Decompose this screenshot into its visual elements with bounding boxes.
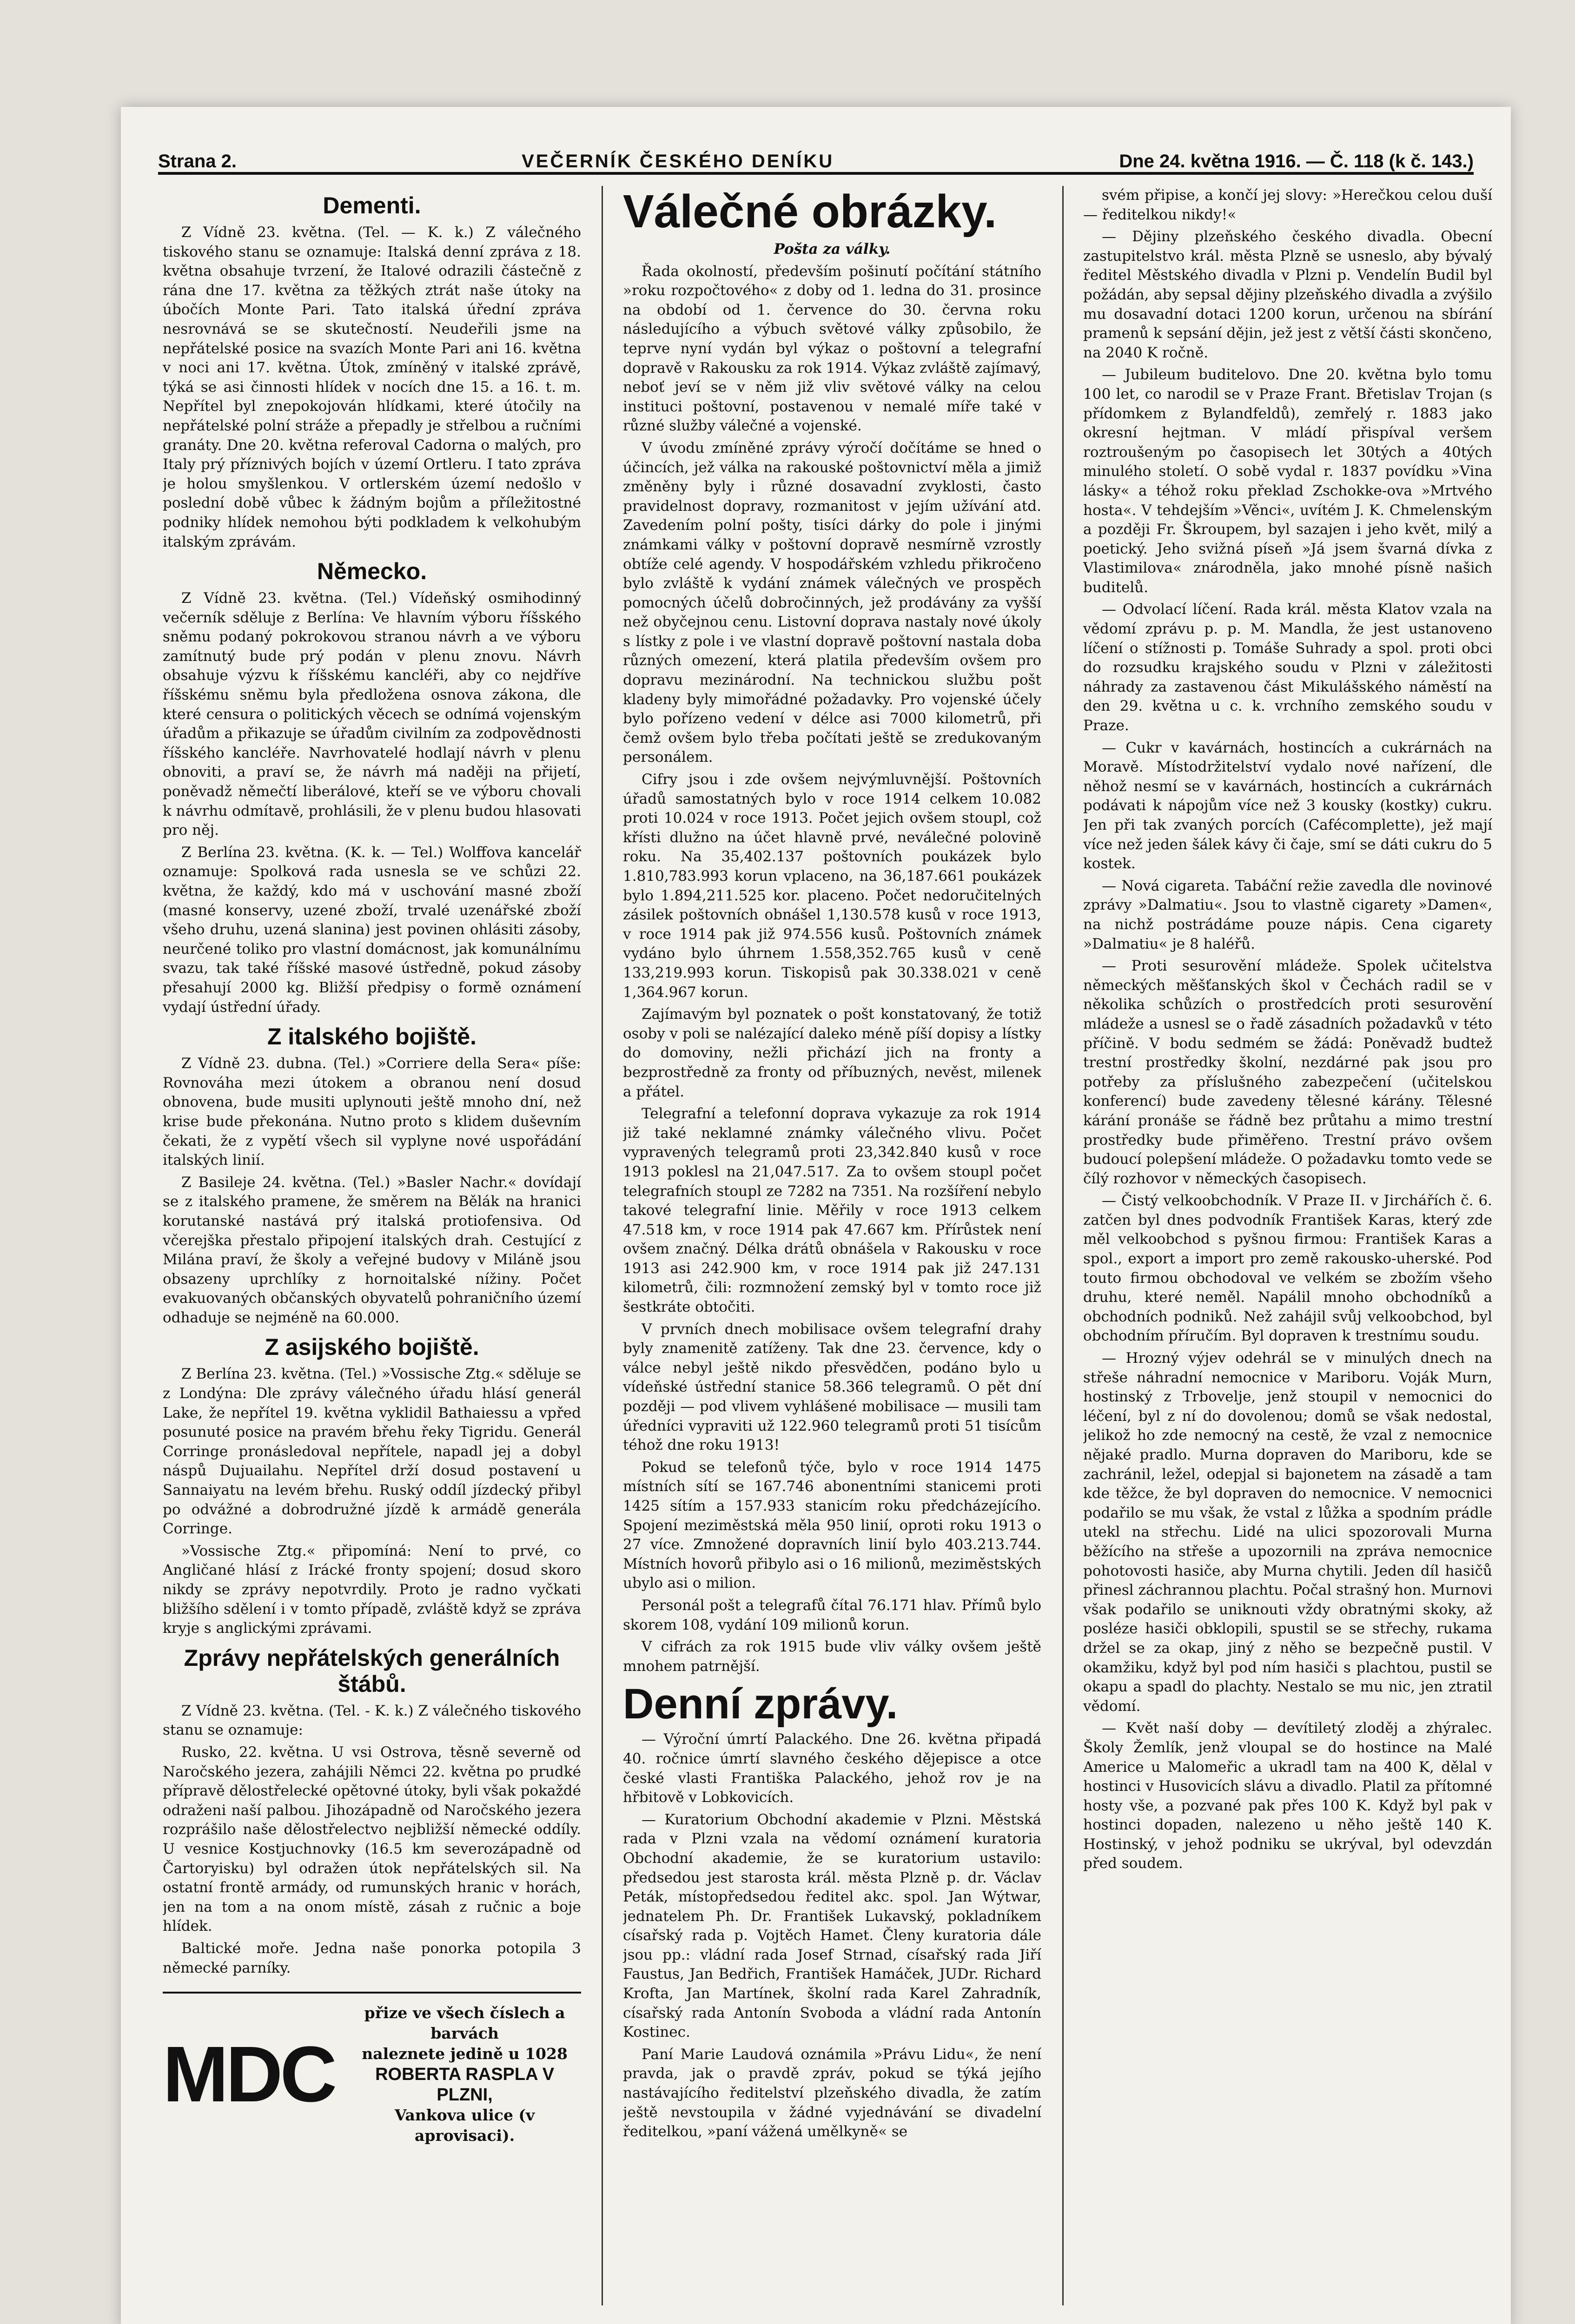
advertisement xyxy=(163,1992,581,2146)
article-text: Z Basileje 24. května. (Tel.) »Basler Nachr.« dovídají se z italského pramene, že směrem na Bělák na hranici korutanské nastává prý italská protiofensiva. Od včerejška přestalo připojení italských drah. Cestující z Milána praví, že školy a veřejné budovy v Miláně jsou obsazeny uprchlíky z hornoitalské nížiny. Počet evakuovaných občanských obyvatelů pohraničního území odhaduje se nejméně na 60.000. xyxy=(163,1174,581,1326)
newspaper-title: VEČERNÍK ČESKÉHO DENÍKU xyxy=(522,151,834,172)
article-text: »Vossische Ztg.« připomíná: Není to prvé, co Angličané hlásí z Irácké fronty spojení; dosud skoro nikdy se zprávy nepotvrdily. Proto je radno vyčkati bližšího sdělení i v tomto případě, zvláště když se zpráva kryje s anglickými zprávami. xyxy=(163,1542,581,1637)
article-text: — Jubileum buditelovo. Dne 20. května bylo tomu 100 let, co narodil se v Praze Frant. Břetislav Trojan (s přídomkem z Bylandfeldů), zemřelý r. 1883 jako okresní hejtman. V mládí přispíval veršem roztroušeným po časopisech let 30tých a 40tých minulého století. O sobě vydal r. 1837 povídku »Vina lásky« a téhož roku překlad Zschokke-ova »Mrtvého hosta«. V tehdejším »Věnci«, uvítém J. K. Chmelenským a později Fr. Škroupem, byl sazajen i jeho květ, milý a poetický. Jeho svižná píseň »Já jsem švarná dívka z Vlastimilova« znárodněla, jako mnohé písně našich buditelů. xyxy=(1083,366,1492,596)
article-text: Z Vídně 23. května. (Tel. — K. k.) Z válečného tiskového stanu se oznamuje: Italská denní zpráva z 18. května obsahuje tvrzení, že Italové odrazili částečně z rána dne 17. května za těžkých ztrát naše útoky na úbočích Monte Pari. Tato italská úřední zpráva nesrovnává se se skutečností. Neudeřili jsme na nepřátelské posice na svazích Monte Pari ani 16. května v noci ani 17. května. Útok, zmíněný v italské zprávě, týká se asi činnosti hlídek v nocích dne 15. a 16. t. m. Nepřítel byl znepokojován hlídkami, které útočily na nepřátelské polní stráže a přepadly je střelbou a ručními granáty. Dne 20. května referoval Cadorna o malých, pro Italy prý příznivých bojích v území Ortleru. I tato zpráva je holou smyšlenkou. V ortlerském území nedošlo v poslední době vůbec k žádným bojům a příležitostné podniky hlídek nemohou býti podkladem k velkohubým italským zprávám. xyxy=(163,224,581,550)
article-text: Z Berlína 23. května. (K. k. — Tel.) Wolffova kancelář oznamuje: Spolková rada usnesla se ve schůzi 22. května, že každý, kdo má v uschování masné zboží (masné konservy, uzené zboží, trvalé uzenářské zboží všeho druhu, uzená slanina) jest povinen ohlásiti zásoby, neurčené toliko pro vlastní domácnost, jak komunálnímu svazu, tak také říšské masové ústředně, pokud zásoby přesahují 2000 kg. Bližší předpisy o formě oznámení vydají ústřední úřady. xyxy=(163,844,581,1016)
ad-logo: MDC xyxy=(163,2030,335,2119)
column-divider xyxy=(602,186,603,2305)
article-text: Paní Marie Laudová oznámila »Právu Lidu«, že není pravda, jak o pravdě zpráv, pokud se týká jejího nastávajícího ředitelství plzeňského divadla, že zatím ještě nevstoupila v žádné vyjednávání se divadelní ředitelkou, »paní vážená umělkyně« se xyxy=(623,2046,1041,2140)
article-text: Baltické moře. Jedna naše ponorka potopila 3 německé parníky. xyxy=(163,1940,581,1976)
ad-line: naleznete jedině u 1028 xyxy=(362,2045,568,2063)
article-text: — Odvolací líčení. Rada král. města Klatov vzala na vědomí zprávu p. p. M. Mandla, že jest ustanoveno líčení o stížnosti p. Tomáše Suhrady a spol. proti obci do rozsudku krajského soudu v Plzni v záležitosti náhrady za zastavenou část Mikulášského náměstí na den 29. května u c. k. vrchního zemského soudu v Praze. xyxy=(1083,601,1492,734)
newspaper-page xyxy=(121,107,1511,2324)
article-text: — Cukr v kavárnách, hostincích a cukrárnách na Moravě. Místodržitelství vydalo nové nařízení, dle něhož nesmí se v kavárnách, hostincích a cukrárnách podávati k nápojům více než 3 kousky (kostky) cukru. Jen při tak zvaných porcích (Cafécomplette), jež mají více než jeden šálek kávy či čaje, smí se dáti cukru do 5 kostek. xyxy=(1083,739,1492,872)
article-text: — Čistý velkoobchodník. V Praze II. v Jirchářích č. 6. zatčen byl dnes podvodník František Karas, který zde měl velkoobchod s pyšnou firmou: František Karas a spol., export a import pro země rakousko-uherské. Pod touto firmou obchodoval ve velkém se zbožím všeho druhu, které neměl. Napálil mnoho obchodníků a obchodních podniků. Než zahájil svůj velkoobchod, byl obchodním příručím. Byl dopraven k trestnímu soudu. xyxy=(1083,1192,1492,1345)
article-text: V prvních dnech mobilisace ovšem telegrafní drahy byly znamenitě zatíženy. Tak dne 23. července, kdy o válce nebyl ještě nikdo přesvědčen, podáno bylo u vídeňské ústřední stanice 58.366 telegramů. O pět dní později — pod vlivem vyhlášené mobilisace — musili tam úředníci vypraviti už 122.960 telegramů proti 51 tisícům téhož dne roku 1913! xyxy=(623,1320,1041,1454)
article-text: Zajímavým byl poznatek o pošt konstatovaný, že totiž osoby v poli se nalézající daleko méně píší dopisy a lístky do domoviny, nežli přichází jich na fronty a bezprostředně za fronty od příbuzných, nevěst, milenek a přátel. xyxy=(623,1006,1041,1100)
column-3 xyxy=(1083,186,1492,2305)
section-title-ital: Z italského bojiště. xyxy=(267,1023,477,1050)
section-title-asij: Z asijského bojiště. xyxy=(265,1334,479,1360)
section-title-denni: Denní zprávy. xyxy=(623,1680,898,1728)
article-text: svém připise, a končí jej slovy: »Herečkou celou duší — ředitelkou nikdy!« xyxy=(1083,187,1492,223)
article-text: — Výroční úmrtí Palackého. Dne 26. května připadá 40. ročnice úmrtí slavného českého dějepisce a otce české vlasti Františka Palackého, jehož rov je na hřbitově v Lobkovicích. xyxy=(623,1731,1041,1806)
column-1 xyxy=(163,186,581,2305)
page-number: Strana 2. xyxy=(158,151,237,172)
issue-date: Dne 24. května 1916. — Č. 118 (k č. 143.) xyxy=(1119,151,1474,172)
article-text: Z Vídně 23. května. (Tel.) Vídeňský osmihodinný večerník sděluje z Berlína: Ve hlavním výboru říšského sněmu podaný pokrokovou stranou návrh a ve výboru zamítnutý bude prý podán v plenu znovu. Návrh obsahuje výzvu k říšskému kancléři, aby co nejdříve říšskému sněmu byla předložena osnova zákona, dle které censura o politických věcech se odnímá vojenským úřadům a přikazuje se úřadům civilním za zodpovědnosti říšského kancléře. Navrhovatelé hodlají návrh v plenu obnoviti, a praví se, že návrh má naději na přijetí, poněvadž němečtí liberálové, kteří se ve výboru chovali k návrhu odmítavě, prohlásili, že v plenu budou hlasovati pro něj. xyxy=(163,590,581,839)
article-text: — Kuratorium Obchodní akademie v Plzni. Městská rada v Plzni vzala na vědomí oznámení kuratoria Obchodní akademie, že se kuratorium ustavilo: předsedou jest starosta král. města Plzně p. dr. Václav Peták, místopředsedou ředitel akc. spol. Jan Wýtwar, jednatelem Ph. Dr. František Lukavský, pokladníkem císařský rada p. Vojtěch Hamet. Členy kuratoria dále jsou pp.: vládní rada Josef Strnad, císařský rada Jiří Faustus, Jan Bedřich, František Hamáček, JUDr. Richard Krofta, Jan Martínek, školní rada Karel Zahradník, císařský rada Antonín Svoboda a vládní rada Antonín Kostinec. xyxy=(623,1811,1041,2041)
column-2 xyxy=(623,186,1041,2305)
article-text: — Hrozný výjev odehrál se v minulých dnech na střeše náhradní nemocnice v Mariboru. Voják Murn, hostinský z Trbovelje, jenž stoupil v nemocnici do léčení, byl z ní do dovolenou; domů se však nedostal, jelikož ho zde nemocný na cestě, že vzal z nemocnice nějaké pradlo. Murna dopraven do Mariboru, kde se zachránil, ležel, odepjal si bajonetem na zásadě a tam kde těžce, že byl dopraven do nemocnice. V nemocnici podařilo se mu však, že vstal z lůžka a spodním prádle utekl na střechu. Lidé na ulici spozorovali Murna běžícího na střeše a upozornili na zpráva nemocnice pohotovosti hasiče, aby Murna chytili. Jeden díl hasičů přinesl záchrannou plachtu. Počal strašný hon. Murnovi však podařilo se uniknouti vždy obratnými skoky, až posléze hasiči obklopili, spustil se se střechy, rukama držel se za okap, jiný z něho se bezpečně pustil. V okamžiku, když byl pod ním hasiči s plachtou, pustil se okapu a spadl do plachty. Nestalo se mu nic, jen ztratil vědomí. xyxy=(1083,1350,1492,1715)
section-title-dementi: Dementi. xyxy=(323,192,421,218)
section-title-nemecko: Německo. xyxy=(317,558,427,585)
article-text: Z Vídně 23. května. (Tel. - K. k.) Z válečného tiskového stanu se oznamuje: xyxy=(163,1702,581,1739)
article-text: Pokud se telefonů týče, bylo v roce 1914 1475 místních sítí se 167.746 abonentními stanicemi proti 1425 sítím a 157.933 stanicím roku předcházejícího. Spojení meziměstská měla 950 linií, oproti roku 1913 o 27 více. Zmnožené dopravních linií bylo 403.213.744. Místních hovorů přibylo asi o 16 milionů, meziměstských ubylo asi o milion. xyxy=(623,1459,1041,1592)
section-title-obrazky: Válečné obrázky. xyxy=(623,186,997,238)
ad-line: ROBERTA RASPLA V PLZNI, xyxy=(375,2065,555,2105)
ad-line: přize ve všech číslech a barvách xyxy=(364,2004,565,2043)
article-text: V cifrách za rok 1915 bude vliv války ovšem ještě mnohem patrnější. xyxy=(623,1638,1041,1675)
article-text: Řada okolností, především pošinutí počítání státního »roku rozpočtového« z doby od 1. ledna do 31. prosince na období od 1. července do 30. června roku následujícího a výbuch světové války způsobilo, že teprve nyní vydán byl výkaz o poštovní a telegrafní dopravě v Rakousku za rok 1914. Výkaz zvláště zajímavý, neboť jeví se v něm již vliv světové války na celou instituci poštovní, postavenou v nemalé míře také v různé služby válečné a vojenské. xyxy=(623,263,1041,435)
article-text: Cifry jsou i zde ovšem nejvýmluvnější. Poštovních úřadů samostatných bylo v roce 1914 celkem 10.082 proti 10.024 v roce 1913. Počet jejich ovšem stoupl, což křísti dlužno na účet hlavně prvé, neválečné polovině roku. Na 35,402.137 poštovních poukázek bylo 1.810,783.993 korun vplaceno, na 36,187.661 poukázek bylo 1.894,211.525 kor. placeno. Počet nedoručitelných zásilek poštovních obnášel 1,130.578 kusů v roce 1913, v roce 1914 pak již 974.556 kusů. Poštovních známek vydáno bylo úhrnem 1.558,352.765 kusů v ceně 133,219.993 korun. Tiskopisů pak 30.338.021 v ceně 1,364.967 korun. xyxy=(623,771,1041,1001)
article-text: — Proti sesurovění mládeže. Spolek učitelstva německých měšťanských škol v Čechách radil se v několika schůzích o prostředcích proti sesurovění mládeže a usnesl se o řadě zásadních požadavků v této příčině. V bodu sedmém se žádá: Poněvadž budtež trestní prostředky školní, nezdárné pak jsou pro potřeby za příslušného zabezpečení (učitelskou konferencí) bude zavedeny tělesné kárány. Tělesné kárání pronáše se řádně bez průtahu a mimo trestní prostředky bude přiměřeno. Trestní právo ovšem budoucí polepšení mládeže. O požadavku tomto vede se čílý rozhovor v německých časopisech. xyxy=(1083,957,1492,1187)
page-header xyxy=(158,135,1474,175)
ad-text xyxy=(348,2003,581,2146)
article-text: Rusko, 22. května. U vsi Ostrova, těsně severně od Naročského jezera, zahájili Němci 22. května po prudké přípravě dělostřelecké opětovné útoky, byli však pokaždé odraženi naší palbou. Jihozápadně od Naročského jezera rozprášilo naše dělostřelectvo nejbližší německé oddíly. U vesnice Kostjuchnovky (16.5 km severozápadně od Čartoryisku) byl odražen útok nepřátelských sil. Na ostatní frontě armády, od rumunských hranic v horách, jen na tom a na onom místě, zásah z ručnic a boje hlídek. xyxy=(163,1743,581,1935)
article-text: Personál pošt a telegrafů čítal 76.171 hlav. Přímů bylo skorem 108, vydání 109 milionů korun. xyxy=(623,1597,1041,1633)
article-text: Z Berlína 23. května. (Tel.) »Vossische Ztg.« sděluje se z Londýna: Dle zprávy válečného úřadu hlásí generál Lake, že nepřítel 19. května vyklidil Bathaiessu a vpřed posunuté posice na pravém břehu řeky Tigridu. Generál Corringe pronásledoval nepřítele, napadl jej a dobyl náspů Dujuailahu. Nepřítel drží dosud postavení u Sannaiyatu na levém břehu. Ruský oddíl jízdecký přibyl po odvážné a dobrodružné jízdě k armádě generála Corringe. xyxy=(163,1366,581,1538)
article-text: — Nová cigareta. Tabáční režie zavedla dle novinové zprávy »Dalmatiu«. Jsou to vlastně cigarety »Damen«, na nichž postrádáme pouze nápis. Cena cigarety »Dalmatiu« je 8 haléřů. xyxy=(1083,877,1492,952)
article-text: V úvodu zmíněné zprávy výročí dočítáme se hned o účincích, jež válka na rakouské poštovnictví měla a jimiž změněny byly i různé dosavadní zvyklosti, často pravidelnost dopravy, rozmanitost v jejím užívání atd. Zavedením polní pošty, tisíci dárky do pole i jinými známkami války v poštovní dopravě nesmírně vzrostly obtíže celé agendy. V hospodářském vzhledu přikročeno bylo zvláště k vydání známek válečných ve prospěch pomocných účelů dobročinných, jež prodávány za vyšší než obyčejnou cenu. Listovní doprava nastaly nové úkoly s lístky z pole i ve vlastní dopravě poštovní nastala doba různých omezení, která platila především ovšem pro dopravu mezinárodní. Na technickou službu pošt kladeny byly mimořádné požadavky. Pro vojenské účely bylo pořízeno vedení v délce asi 7000 kilometrů, při čemž ovšem bylo třeba počítati ještě se zredukovaným personálem. xyxy=(623,439,1041,766)
article-text: — Květ naší doby — devítiletý zloděj a zhýralec. Školy Žemlík, jenž vloupal se do hostince na Malé Americe u Malomeřic a ukradl tam na 400 K, dělal v hostinci v Husovicích slávu a divadlo. Platil za přítomné hosty vše, a pozvané pak přes 100 K. Když byl pak v hostinci dopaden, nalezeno u něho ještě 140 K. Hostinský, v jehož podniku se ukrýval, byl odevzdán před soudem. xyxy=(1083,1720,1492,1872)
article-text: — Dějiny plzeňského českého divadla. Obecní zastupitelstvo král. města Plzně se usneslo, aby bývalý ředitel Městského divadla v Plzni p. Vendelín Budil byl požádán, aby sepsal dějiny plzeňského divadla a zvýšilo mu dosavadní dotaci 1200 korun, určenou na sbírání pramenů k sepsání dějin, jež jest z větší části skončeno, na 2040 K ročně. xyxy=(1083,228,1492,361)
article-subtitle: Pošta za války. xyxy=(774,241,891,257)
section-title-staby: Zprávy nepřátelských generálních štábů. xyxy=(184,1644,560,1697)
column-divider xyxy=(1062,186,1064,2305)
article-text: Telegrafní a telefonní doprava vykazuje za rok 1914 již také neklamné známky válečného vlivu. Počet vypravených telegramů proti 23,342.840 kusů v roce 1913 poklesl na 21,047.517. Za to ovšem stoupl počet telegrafních stoupl ze 7282 na 7351. Na rozšíření nebylo takové telegrafní linie. Měřily v roce 1913 celkem 47.518 km, v roce 1914 pak 47.667 km. Přírůstek není ovšem značný. Délka drátů obnášela v Rakousku v roce 1913 asi 242.900 km, v roce 1914 pak již 247.131 kilometrů, čili: rozmnožení zemský byl v tomto roce již šestkráte obtočiti. xyxy=(623,1105,1041,1316)
article-text: Z Vídně 23. dubna. (Tel.) »Corriere della Sera« píše: Rovnováha mezi útokem a obranou není dosud obnovena, bude musiti uplynouti ještě mnoho dní, než krise bude překonána. Nutno proto s klidem duševním čekati, že z vypětí všech sil vyplyne nové uspořádání italských linií. xyxy=(163,1055,581,1169)
ad-line: Vankova ulice (v aprovisaci). xyxy=(394,2106,535,2145)
